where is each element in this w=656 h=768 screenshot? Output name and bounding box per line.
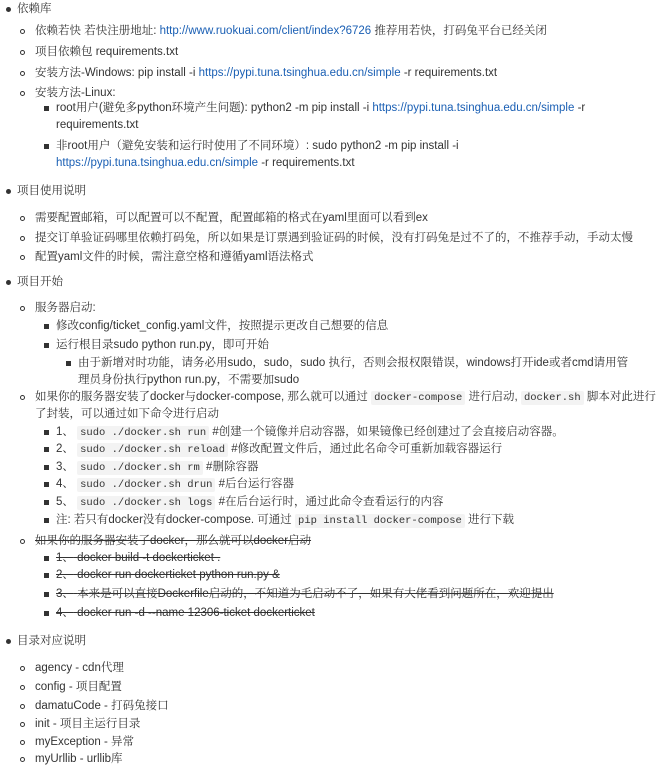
bullet (44, 500, 49, 505)
bullet (20, 740, 25, 745)
server-step-sudo-note-cont: 理员身份执行python run.py，不需要加sudo (78, 374, 300, 386)
dir-item: myUrllib - urllib库 (35, 753, 123, 765)
deps-item-register: 依赖若快 若快注册地址: http://www.ruokuai.com/client/index?6726 推荐用若快，打码兔平台已经关闭 (35, 25, 547, 37)
bullet (20, 666, 25, 671)
bullet (6, 639, 11, 644)
pypi-link[interactable]: https://pypi.tuna.tsinghua.edu.cn/simple (56, 157, 259, 169)
bullet (66, 361, 71, 366)
server-step-run: 运行根目录sudo python run.py，即可开始 (56, 339, 269, 351)
old-docker-item: 3、 本来是可以直接Dockerfile启动的，不知道为毛启动不了，如果有大佬看到问题所在，欢迎提出 (56, 588, 554, 600)
bullet (20, 216, 25, 221)
bullet (44, 592, 49, 597)
linux-nonroot-item: 非root用户（避免安装和运行时使用了不同环境）: sudo python2 -m pip install -i (56, 140, 459, 152)
bullet (44, 430, 49, 435)
bullet (20, 306, 25, 311)
dir-item: myException - 异常 (35, 736, 135, 748)
docker-cmd-item: 3、 sudo ./docker.sh rm #删除容器 (56, 461, 259, 474)
server-step-sudo-note: 由于新增对时功能，请务必用sudo，sudo，sudo 执行，否则会报权限错误，windows打开ide或者cmd请用管 (78, 357, 629, 369)
bullet (20, 757, 25, 762)
linux-nonroot-item-cont: https://pypi.tuna.tsinghua.edu.cn/simple -r requirements.txt (56, 157, 355, 169)
bullet (44, 482, 49, 487)
docker-intro-cont: 了封装，可以通过如下命令进行启动 (35, 408, 219, 420)
deps-item-requirements: 项目依赖包 requirements.txt (35, 46, 179, 58)
bullet (44, 144, 49, 149)
inline-code: docker.sh (521, 391, 584, 405)
bullet (44, 556, 49, 561)
docker-compose-note: 注: 若只有docker没有docker-compose. 可通过 pip install docker-compose 进行下载 (56, 514, 515, 527)
inline-code: sudo ./docker.sh logs (77, 496, 215, 510)
bullet (44, 518, 49, 523)
section-heading-usage: 项目使用说明 (17, 185, 86, 197)
dir-item: config - 项目配置 (35, 681, 122, 693)
bullet (6, 189, 11, 194)
usage-item-yaml: 配置yaml文件的时候，需注意空格和遵循yaml语法格式 (35, 251, 314, 263)
bullet (20, 539, 25, 544)
old-docker-item: 2、 docker run dockerticket python run.py & (56, 569, 280, 581)
bullet (20, 685, 25, 690)
dir-item: init - 项目主运行目录 (35, 718, 141, 730)
inline-code: pip install docker-compose (295, 514, 465, 528)
bullet (20, 704, 25, 709)
docker-cmd-item: 1、 sudo ./docker.sh run #创建一个镜像并启动容器，如果镜像已经创建过了会直接启动容器。 (56, 426, 564, 439)
bullet (44, 343, 49, 348)
section-heading-start: 项目开始 (17, 276, 63, 288)
bullet (20, 50, 25, 55)
pypi-link[interactable]: https://pypi.tuna.tsinghua.edu.cn/simple (372, 102, 575, 114)
linux-root-item: root用户(避免多python环境产生问题): python2 -m pip install -i https://pypi.tuna.tsinghua.edu.cn/simple -r (56, 102, 586, 114)
old-docker-item: 1、 docker build -t dockerticket . (56, 552, 221, 564)
bullet (44, 611, 49, 616)
bullet (44, 106, 49, 111)
bullet (20, 722, 25, 727)
old-docker-intro: 如果你的服务器安装了docker，那么就可以docker启动 (35, 535, 312, 547)
bullet (20, 255, 25, 260)
section-heading-dirs: 目录对应说明 (17, 635, 86, 647)
bullet (20, 91, 25, 96)
dir-item: agency - cdn代理 (35, 662, 124, 674)
inline-code: sudo ./docker.sh reload (77, 443, 228, 457)
dir-item: damatuCode - 打码兔接口 (35, 700, 169, 712)
old-docker-item: 4、 docker run -d --name 12306-ticket dockerticket (56, 607, 315, 619)
bullet (44, 465, 49, 470)
bullet (20, 395, 25, 400)
bullet (44, 573, 49, 578)
bullet (20, 71, 25, 76)
docker-cmd-item: 4、 sudo ./docker.sh drun #后台运行容器 (56, 478, 295, 491)
server-step-config: 修改config/ticket_config.yaml文件，按照提示更改自己想要的信息 (56, 320, 389, 332)
usage-item-captcha: 提交订单验证码哪里依赖打码兔，所以如果是订票遇到验证码的时候，没有打码兔是过不了的，不推荐手动，手动太慢 (35, 232, 633, 244)
bullet (44, 447, 49, 452)
bullet (20, 236, 25, 241)
inline-code: sudo ./docker.sh rm (77, 461, 203, 475)
ruokuai-link[interactable]: http://www.ruokuai.com/client/index?6726 (159, 25, 372, 37)
linux-root-item-cont: requirements.txt (56, 119, 139, 131)
deps-item-windows: 安装方法-Windows: pip install -i https://pypi.tuna.tsinghua.edu.cn/simple -r requirements.txt (35, 67, 498, 79)
docker-intro: 如果你的服务器安装了docker与docker-compose, 那么就可以通过 docker-compose 进行启动, docker.sh 脚本对此进行 (35, 391, 656, 404)
server-start-item: 服务器启动: (35, 302, 96, 314)
deps-item-linux: 安装方法-Linux: (35, 87, 116, 99)
bullet (6, 7, 11, 12)
pypi-link[interactable]: https://pypi.tuna.tsinghua.edu.cn/simple (198, 67, 401, 79)
section-heading-deps: 依赖库 (17, 3, 52, 15)
bullet (44, 324, 49, 329)
bullet (6, 280, 11, 285)
docker-cmd-item: 5、 sudo ./docker.sh logs #在后台运行时，通过此命令查看运行的内容 (56, 496, 444, 509)
inline-code: sudo ./docker.sh run (77, 426, 209, 440)
inline-code: sudo ./docker.sh drun (77, 478, 215, 492)
usage-item-email: 需要配置邮箱，可以配置可以不配置，配置邮箱的格式在yaml里面可以看到ex (35, 212, 428, 224)
bullet (20, 29, 25, 34)
docker-cmd-item: 2、 sudo ./docker.sh reload #修改配置文件后，通过此名命令可重新加载容器运行 (56, 443, 503, 456)
inline-code: docker-compose (371, 391, 465, 405)
